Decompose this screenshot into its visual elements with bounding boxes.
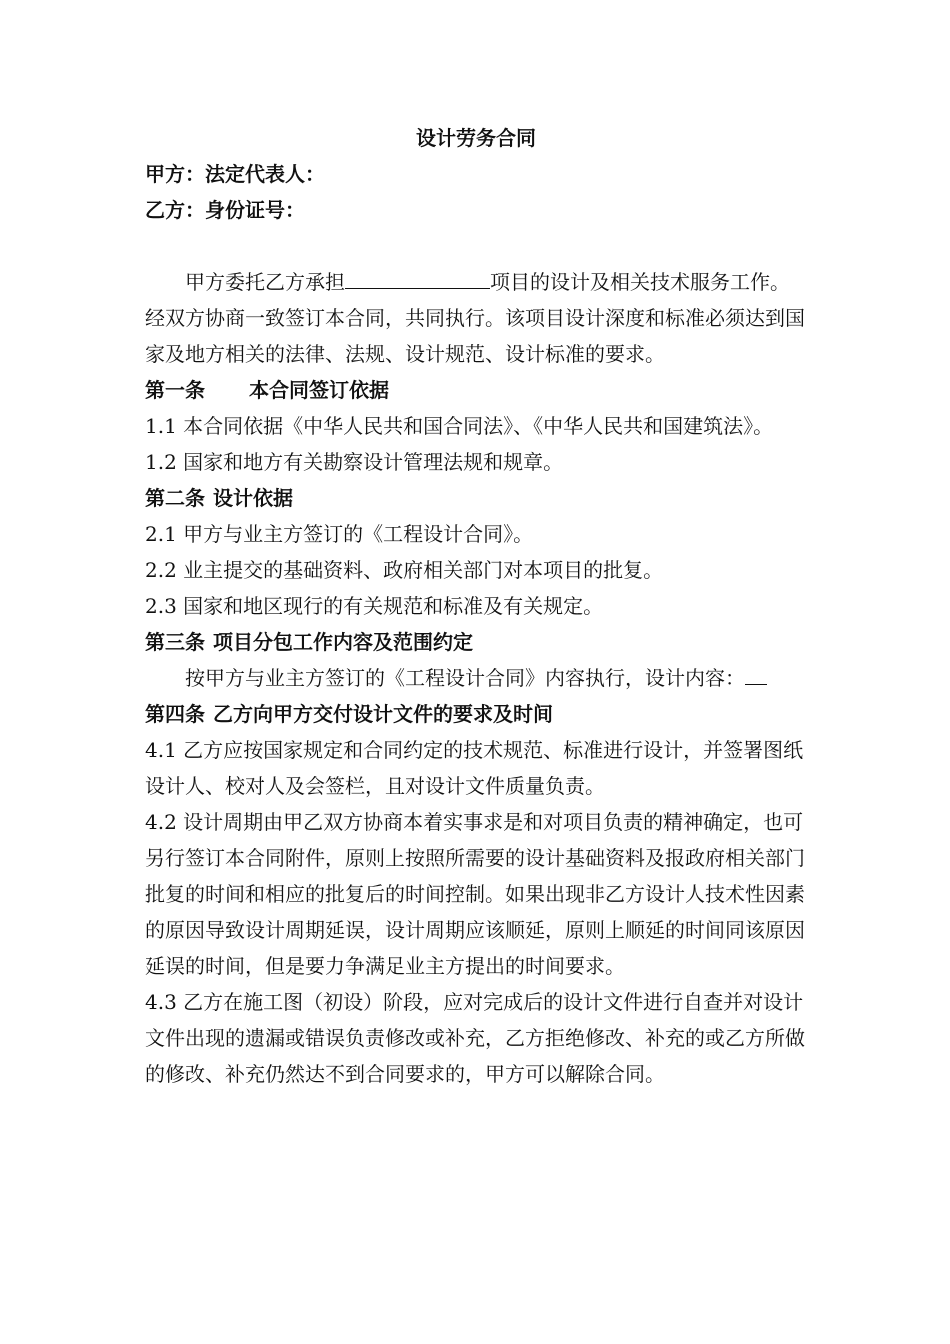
section-4-title: 乙方向甲方交付设计文件的要求及时间: [213, 702, 553, 726]
section-4-heading: [145, 696, 807, 732]
clause-1-1: 1.1 本合同依据《中华人民共和国合同法》、《中华人民共和国建筑法》。: [145, 414, 774, 438]
intro-text-rest: 项目的设计及相关技术服务工作。经双方协商一致签订本合同，共同执行。该项目设计深度和标准必须达到国家及地方相关的法律、法规、设计规范、设计标准的要求。: [145, 270, 805, 366]
project-name-blank: [345, 264, 490, 289]
contract-page: [145, 120, 807, 1092]
section-3-body-text: 按甲方与业主方签订的《工程设计合同》内容执行，设计内容：: [185, 666, 745, 690]
section-1-heading: [145, 372, 807, 408]
party-a-line: 甲方：法定代表人：: [145, 162, 325, 186]
clause-2-1: 2.1 甲方与业主方签订的《工程设计合同》。: [145, 522, 534, 546]
party-b-line: 乙方：身份证号：: [145, 198, 305, 222]
clause-1-2: 1.2 国家和地方有关勘察设计管理法规和规章。: [145, 450, 564, 474]
intro-paragraph: [145, 264, 807, 372]
clause-4-2: 4.2 设计周期由甲乙双方协商本着实事求是和对项目负责的精神确定，也可另行签订本合同附件，原则上按照所需要的设计基础资料及报政府相关部门批复的时间和相应的批复后的时间控制。如果出现非乙方设计人技术性因素的原因导致设计周期延误，设计周期应该顺延，原则上顺延的时间同该原因延误的时间，但是要力争满足业主方提出的时间要求。: [145, 810, 805, 978]
intro-text-start: 甲方委托乙方承担: [185, 270, 345, 294]
clause-4-1: 4.1 乙方应按国家规定和合同约定的技术规范、标准进行设计，并签署图纸设计人、校对人及会签栏，且对设计文件质量负责。: [145, 738, 804, 798]
section-3-heading: [145, 624, 807, 660]
clause-2-3: 2.3 国家和地区现行的有关规范和标准及有关规定。: [145, 594, 604, 618]
section-2-number: 第二条: [145, 486, 205, 510]
clause-2-2: 2.2 业主提交的基础资料、政府相关部门对本项目的批复。: [145, 558, 664, 582]
section-1-title: 本合同签订依据: [249, 378, 389, 402]
document-title: 设计劳务合同: [416, 126, 536, 150]
section-3-number: 第三条: [145, 630, 205, 654]
section-2-title: 设计依据: [213, 486, 293, 510]
section-2-heading: [145, 480, 807, 516]
section-4-number: 第四条: [145, 702, 205, 726]
clause-4-3: 4.3 乙方在施工图（初设）阶段，应对完成后的设计文件进行自查并对设计文件出现的遗漏或错误负责修改或补充，乙方拒绝修改、补充的或乙方所做的修改、补充仍然达不到合同要求的，甲方可以解除合同。: [145, 990, 805, 1086]
section-1-number: 第一条: [145, 378, 205, 402]
section-3-body: [145, 660, 807, 696]
section-3-title: 项目分包工作内容及范围约定: [213, 630, 473, 654]
design-content-blank: [745, 662, 767, 685]
